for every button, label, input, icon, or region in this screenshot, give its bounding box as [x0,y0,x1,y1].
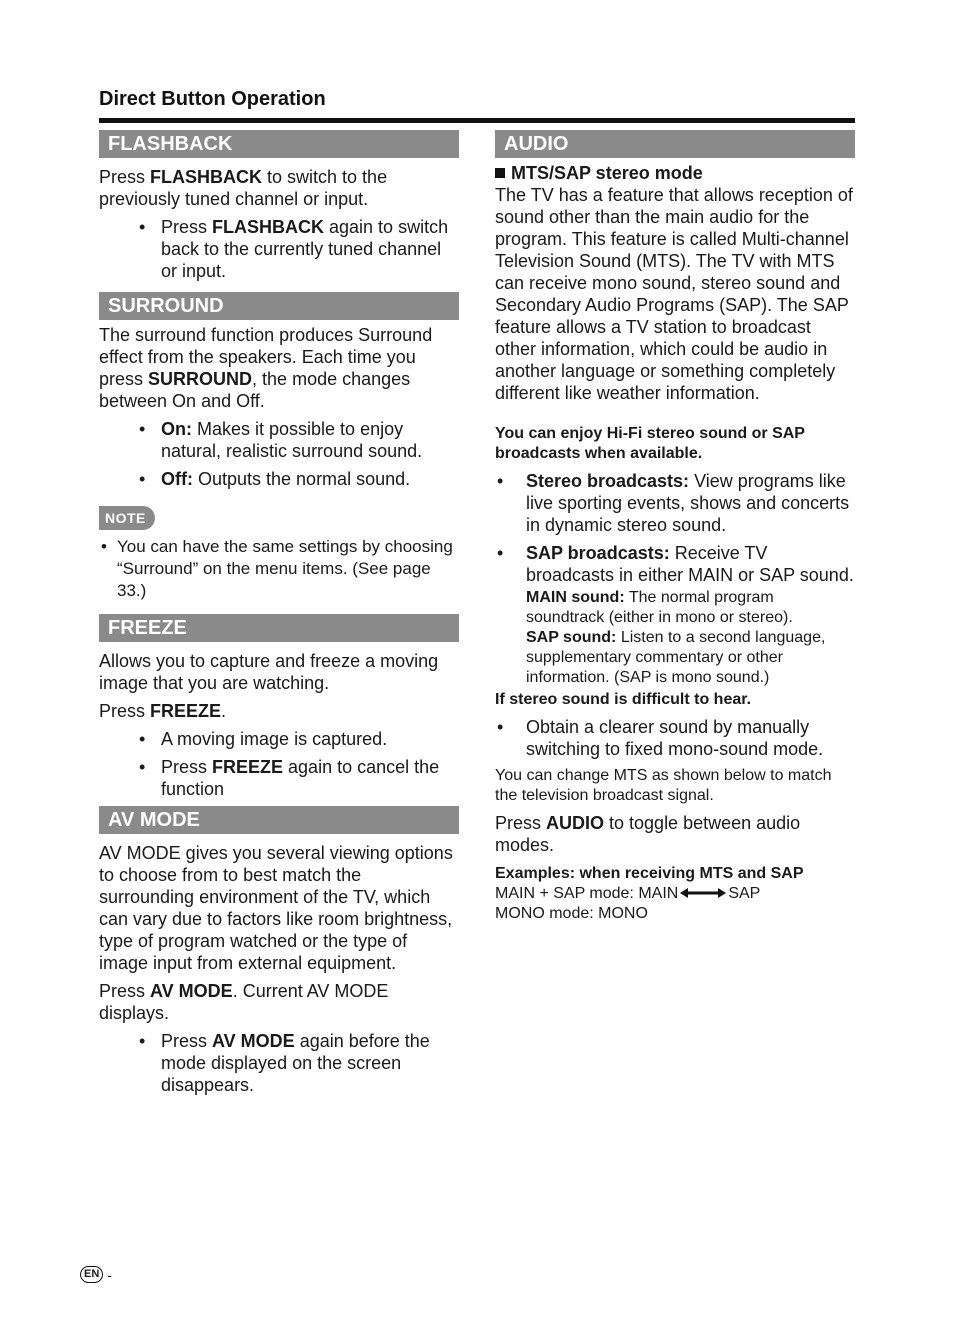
language-badge: EN [80,1266,103,1283]
flashback-section [99,130,459,282]
broadcast-bullets [495,470,855,688]
mts-subheading: MTS/SAP stereo mode [495,162,855,184]
sap-sound-desc: SAP sound: Listen to a second language, supplementary commentary or other information. (SAP is mono sound.) [526,629,826,686]
list-item: • Obtain a clearer sound by manually switching to fixed mono-sound mode. [495,716,855,760]
freeze-heading: FREEZE [99,614,459,642]
left-column [99,130,459,1102]
page-title: Direct Button Operation [99,88,326,110]
mono-bullets [495,716,855,760]
main-sound-desc: MAIN sound: The normal program soundtrack (either in mono or stereo). [526,589,793,626]
list-item: • Stereo broadcasts: View programs like live sporting events, shows and concerts in dynamic stereo sound. [495,470,855,536]
surround-intro: The surround function produces Surround effect from the speakers. Each time you press SURROUND, the mode changes between On and Off. [99,325,433,411]
freeze-press: Press FREEZE. [99,701,227,721]
audio-press: Press AUDIO to toggle between audio modes. [495,813,801,855]
freeze-bullets [99,728,459,800]
avmode-press: Press AV MODE. Current AV MODE displays. [99,981,389,1023]
list-item: • On: Makes it possible to enjoy natural, realistic surround sound. [99,418,459,462]
example-mono: MONO mode: MONO [495,905,648,922]
audio-heading: AUDIO [495,130,855,158]
avmode-bullets [99,1030,459,1096]
flashback-intro: Press FLASHBACK to switch to the previously tuned channel or input. [99,167,388,209]
list-item: • A moving image is captured. [99,728,459,750]
audio-section [495,130,855,924]
list-item: • Press AV MODE again before the mode displayed on the screen disappears. [99,1030,459,1096]
hifi-note: You can enjoy Hi-Fi stereo sound or SAP broadcasts when available. [495,425,805,462]
freeze-section [99,614,459,800]
avmode-intro: AV MODE gives you several viewing options to choose from to best match the surrounding environment of the TV, which can vary due to factors like room brightness, type of program watched or the type of image input from external equipment. [99,843,453,973]
flashback-heading: FLASHBACK [99,130,459,158]
list-item: • Press FLASHBACK again to switch back to the currently tuned channel or input. [99,216,459,282]
surround-section [99,292,459,602]
list-item: • SAP broadcasts: Receive TV broadcasts in either MAIN or SAP sound. MAIN sound: The normal program soundtrack (either in mono or stereo). SAP sound: Listen to a second language, supplementary commentary or other information. (SAP is mono sound.) [495,542,855,688]
example-main-sap: MAIN + SAP mode: MAIN SAP [495,885,761,902]
freeze-intro: Allows you to capture and freeze a moving image that you are watching. [99,651,439,693]
examples-title: Examples: when receiving MTS and SAP [495,865,804,882]
avmode-heading: AV MODE [99,806,459,834]
list-item: • Press FREEZE again to cancel the function [99,756,459,800]
mts-change-note: You can change MTS as shown below to match the television broadcast signal. [495,767,832,804]
avmode-section [99,806,459,1096]
surround-bullets [99,418,459,490]
page-footer [80,1266,112,1283]
note-list [99,536,459,602]
flashback-bullets [99,216,459,282]
square-bullet-icon [495,168,505,178]
double-arrow-icon [680,887,726,899]
right-column [495,130,855,924]
note-badge: NOTE [99,506,155,530]
stereo-difficult-note: If stereo sound is difficult to hear. [495,691,752,708]
surround-heading: SURROUND [99,292,459,320]
list-item: • Off: Outputs the normal sound. [99,468,459,490]
header-rule [99,118,855,123]
page-number-dash: - [107,1266,112,1283]
list-item: • You can have the same settings by choosing “Surround” on the menu items. (See page 33.) [99,536,459,602]
audio-intro: The TV has a feature that allows reception of sound other than the main audio for the program. This feature is called Multi-channel Television Sound (MTS). The TV with MTS can receive mono sound, stereo sound and Secondary Audio Programs (SAP). The SAP feature allows a TV station to broadcast other information, which could be audio in another language or something completely different like weather information. [495,185,853,403]
